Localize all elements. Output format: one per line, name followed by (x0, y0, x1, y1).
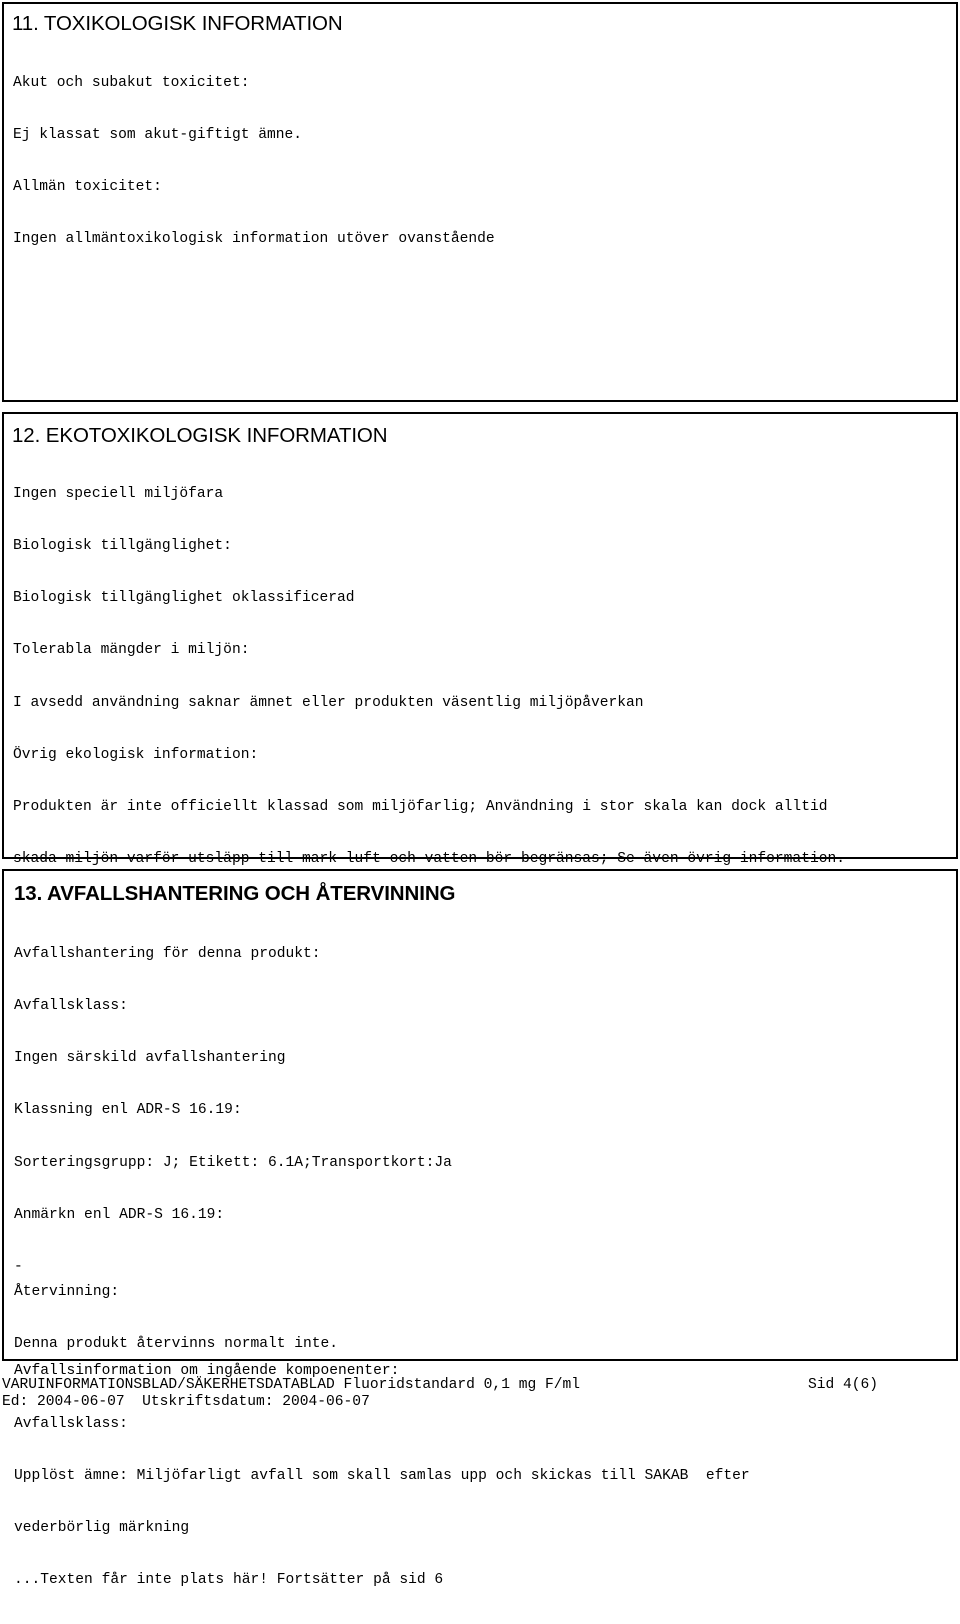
text-line: Biologisk tillgänglighet oklassificerad (13, 590, 355, 607)
text-line: skada miljön varför utsläpp till mark luft och vatten bör begränsas; Se även övrig information. (13, 851, 845, 868)
section-12-lines (13, 451, 845, 903)
text-line: Ingen speciell miljöfara (13, 485, 224, 502)
section-11-heading: 11. TOXIKOLOGISK INFORMATION (12, 12, 343, 35)
footer-page-number: Sid 4(6) (808, 1377, 879, 1393)
section-13-recycling-lines (14, 1249, 338, 1388)
text-line: Återvinning: (14, 1283, 120, 1300)
section-11-lines (13, 40, 495, 284)
text-line: Avfallshantering för denna produkt: (14, 945, 321, 962)
footer-dates: Ed: 2004-06-07 Utskriftsdatum: 2004-06-07 (2, 1394, 370, 1410)
text-line: I avsedd användning saknar ämnet eller produkten väsentlig miljöpåverkan (13, 694, 644, 711)
text-line: - (14, 1259, 23, 1276)
text-line: Övrig ekologisk information: (13, 746, 259, 763)
text-line: Tolerabla mängder i miljön: (13, 642, 250, 659)
text-line: Ingen allmäntoxikologisk information utöver ovanstående (13, 231, 495, 248)
section-toxikologisk-information (2, 2, 958, 402)
text-line: Denna produkt återvinns normalt inte. (14, 1336, 339, 1353)
text-line: Produkten är inte officiellt klassad som miljöfarlig; Användning i stor skala kan dock alltid (13, 799, 828, 816)
text-line: Anmärkn enl ADR-S 16.19: (14, 1206, 225, 1223)
text-line: Allmän toxicitet: (13, 179, 162, 196)
text-line: Avfallsinformation om ingående kompoenenter: (14, 1363, 400, 1380)
section-ekotoxikologisk-information (2, 412, 958, 868)
text-line: Avfallsklass: (14, 1415, 128, 1432)
text-line: Avfallsklass: (14, 998, 128, 1015)
section-13-heading: 13. AVFALLSHANTERING OCH ÅTERVINNING (14, 882, 456, 905)
text-line: vederbörlig märkning (14, 1520, 190, 1537)
text-line: Biologisk tillgänglighet: (13, 538, 232, 555)
text-line: ...Texten får inte plats här! Fortsätter på sid 6 (14, 1572, 444, 1589)
footer-document-title: VARUINFORMATIONSBLAD/SÄKERHETSDATABLAD Fluoridstandard 0,1 mg F/ml (2, 1377, 581, 1393)
text-line: Ingen särskild avfallshantering (14, 1050, 286, 1067)
text-line: Klassning enl ADR-S 16.19: (14, 1102, 242, 1119)
text-line: Ej klassat som akut-giftigt ämne. (13, 127, 303, 144)
section-12-heading: 12. EKOTOXIKOLOGISK INFORMATION (12, 424, 388, 447)
text-line: Upplöst ämne: Miljöfarligt avfall som skall samlas upp och skickas till SAKAB efter (14, 1467, 750, 1484)
text-line: Sorteringsgrupp: J; Etikett: 6.1A;Transportkort:Ja (14, 1154, 452, 1171)
text-line: Akut och subakut toxicitet: (13, 74, 250, 91)
